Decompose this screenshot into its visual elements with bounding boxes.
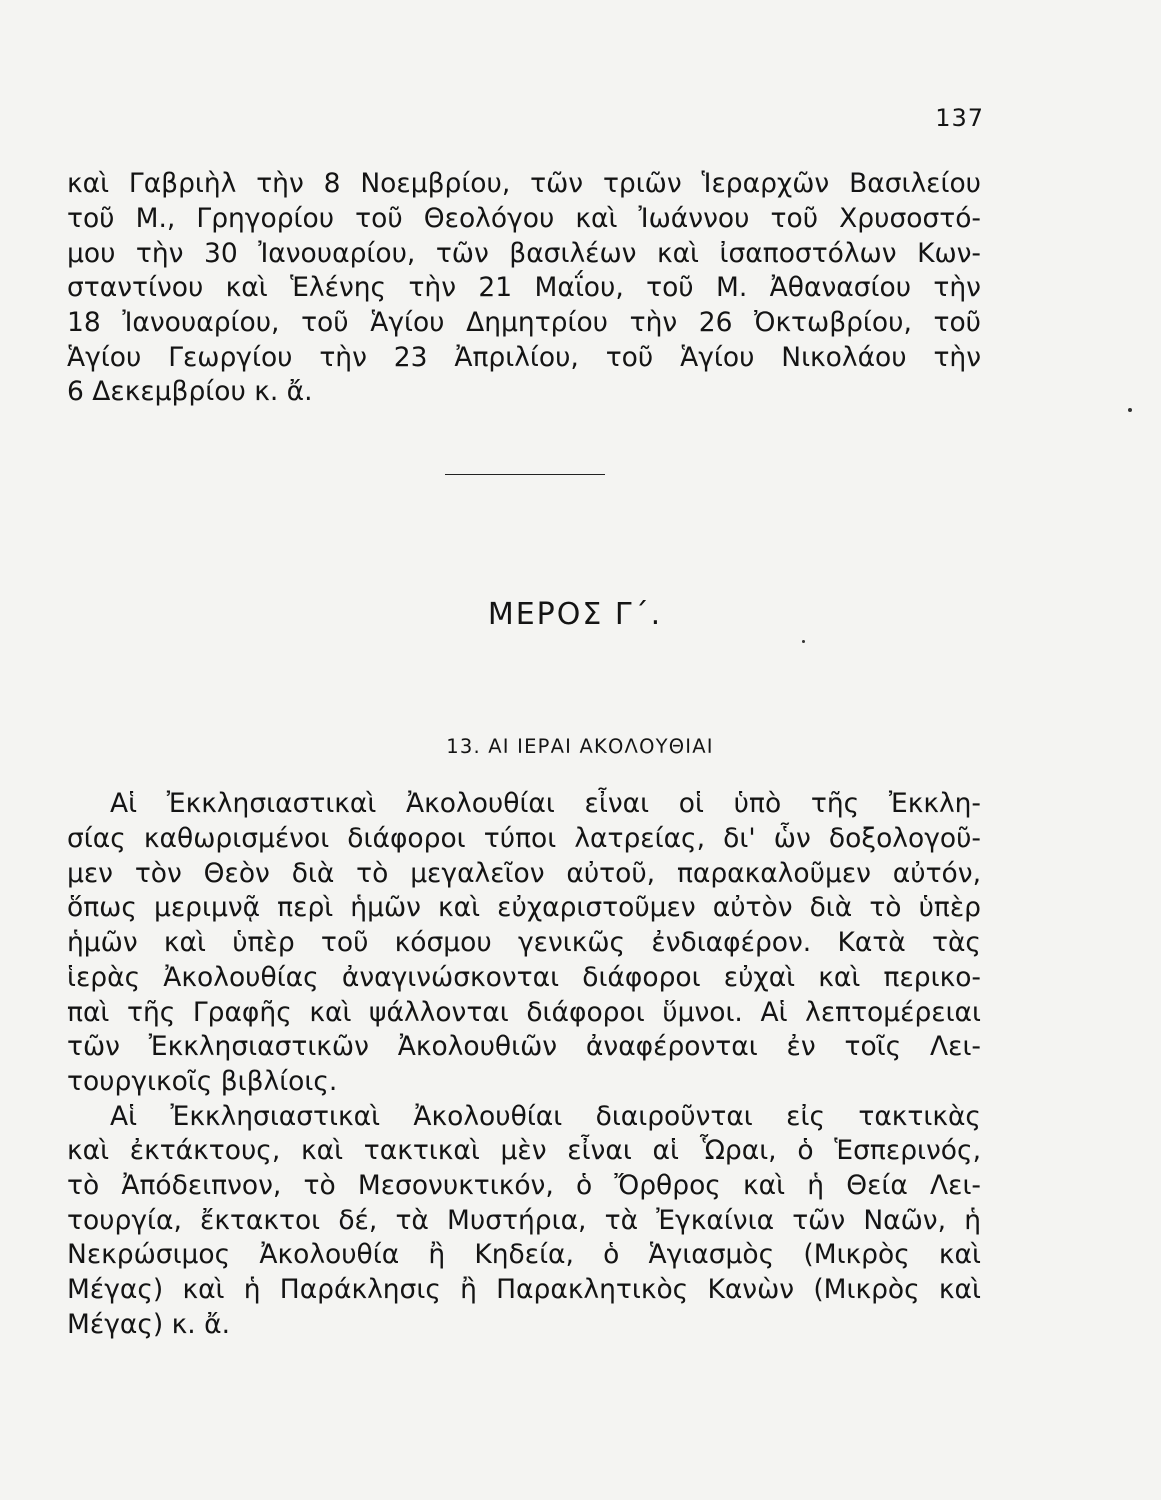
paragraph1-line-5: ἡμῶν καὶ ὑπὲρ τοῦ κόσμου γενικῶς ἐνδιαφέρον. Κατὰ τὰς <box>67 927 981 958</box>
continuation-line-4: σταντίνου καὶ Ἑλένης τὴν 21 Μαΐου, τοῦ Μ. Ἀθανασίου τὴν <box>67 272 981 303</box>
paragraph1-line-6: ἱερὰς Ἀκολουθίας ἀναγινώσκονται διάφοροι εὐχαὶ καὶ περικο- <box>67 962 981 993</box>
section-heading: 13. ΑΙ ΙΕΡΑΙ ΑΚΟΛΟΥΘΙΑΙ <box>446 735 714 758</box>
paragraph1-line-9: τουργικοῖς βιβλίοις. <box>67 1066 338 1097</box>
part-heading: ΜΕΡΟΣ Γ΄. <box>487 597 663 632</box>
continuation-line-3: μου τὴν 30 Ἰανουαρίου, τῶν βασιλέων καὶ ἰσαποστόλων Κων- <box>67 238 981 269</box>
paragraph1-line-8: τῶν Ἐκκλησιαστικῶν Ἀκολουθιῶν ἀναφέρονται ἐν τοῖς Λει- <box>67 1031 981 1062</box>
paragraph2-line-7: Μέγας) κ. ἄ. <box>67 1309 231 1340</box>
paragraph2-line-4: τουργία, ἔκτακτοι δέ, τὰ Μυστήρια, τὰ Ἐγκαίνια τῶν Ναῶν, ἡ <box>67 1205 981 1236</box>
page-number: 137 <box>935 104 984 132</box>
continuation-line-7: 6 Δεκεμβρίου κ. ἄ. <box>67 376 313 407</box>
paragraph2-line-5: Νεκρώσιμος Ἀκολουθία ἢ Κηδεία, ὁ Ἁγιασμὸς (Μικρὸς καὶ <box>67 1239 981 1270</box>
paragraph2-line-1: Αἱ Ἐκκλησιαστικαὶ Ἀκολουθίαι διαιροῦνται εἰς τακτικὰς <box>110 1101 981 1132</box>
paragraph1-line-3: μεν τὸν Θεὸν διὰ τὸ μεγαλεῖον αὐτοῦ, παρακαλοῦμεν αὐτόν, <box>67 858 981 889</box>
continuation-line-5: 18 Ἰανουαρίου, τοῦ Ἁγίου Δημητρίου τὴν 26 Ὀκτωβρίου, τοῦ <box>67 307 981 338</box>
paragraph1-line-4: ὅπως μεριμνᾷ περὶ ἡμῶν καὶ εὐχαριστοῦμεν αὐτὸν διὰ τὸ ὑπὲρ <box>67 892 981 923</box>
paragraph2-line-3: τὸ Ἀπόδειπνον, τὸ Μεσονυκτικόν, ὁ Ὄρθρος καὶ ἡ Θεία Λει- <box>67 1170 981 1201</box>
paragraph1-line-1: Αἱ Ἐκκλησιαστικαὶ Ἀκολουθίαι εἶναι οἱ ὑπὸ τῆς Ἐκκλη- <box>110 788 981 819</box>
paragraph1-line-7: παὶ τῆς Γραφῆς καὶ ψάλλονται διάφοροι ὕμνοι. Αἱ λεπτομέρειαι <box>67 997 981 1028</box>
section-divider-rule <box>445 474 605 475</box>
scan-speck <box>1128 408 1132 412</box>
scan-speck <box>802 640 805 643</box>
paragraph2-line-2: καὶ ἐκτάκτους, καὶ τακτικαὶ μὲν εἶναι αἱ Ὧραι, ὁ Ἑσπερινός, <box>67 1135 981 1166</box>
paragraph1-line-2: σίας καθωρισμένοι διάφοροι τύποι λατρείας, δι' ὧν δοξολογοῦ- <box>67 823 981 854</box>
continuation-line-2: τοῦ Μ., Γρηγορίου τοῦ Θεολόγου καὶ Ἰωάννου τοῦ Χρυσοστό- <box>67 203 981 234</box>
continuation-line-6: Ἁγίου Γεωργίου τὴν 23 Ἀπριλίου, τοῦ Ἁγίου Νικολάου τὴν <box>67 342 981 373</box>
continuation-line-1: καὶ Γαβριὴλ τὴν 8 Νοεμβρίου, τῶν τριῶν Ἱεραρχῶν Βασιλείου <box>67 168 981 199</box>
paragraph2-line-6: Μέγας) καὶ ἡ Παράκλησις ἢ Παρακλητικὸς Κανὼν (Μικρὸς καὶ <box>67 1274 981 1305</box>
